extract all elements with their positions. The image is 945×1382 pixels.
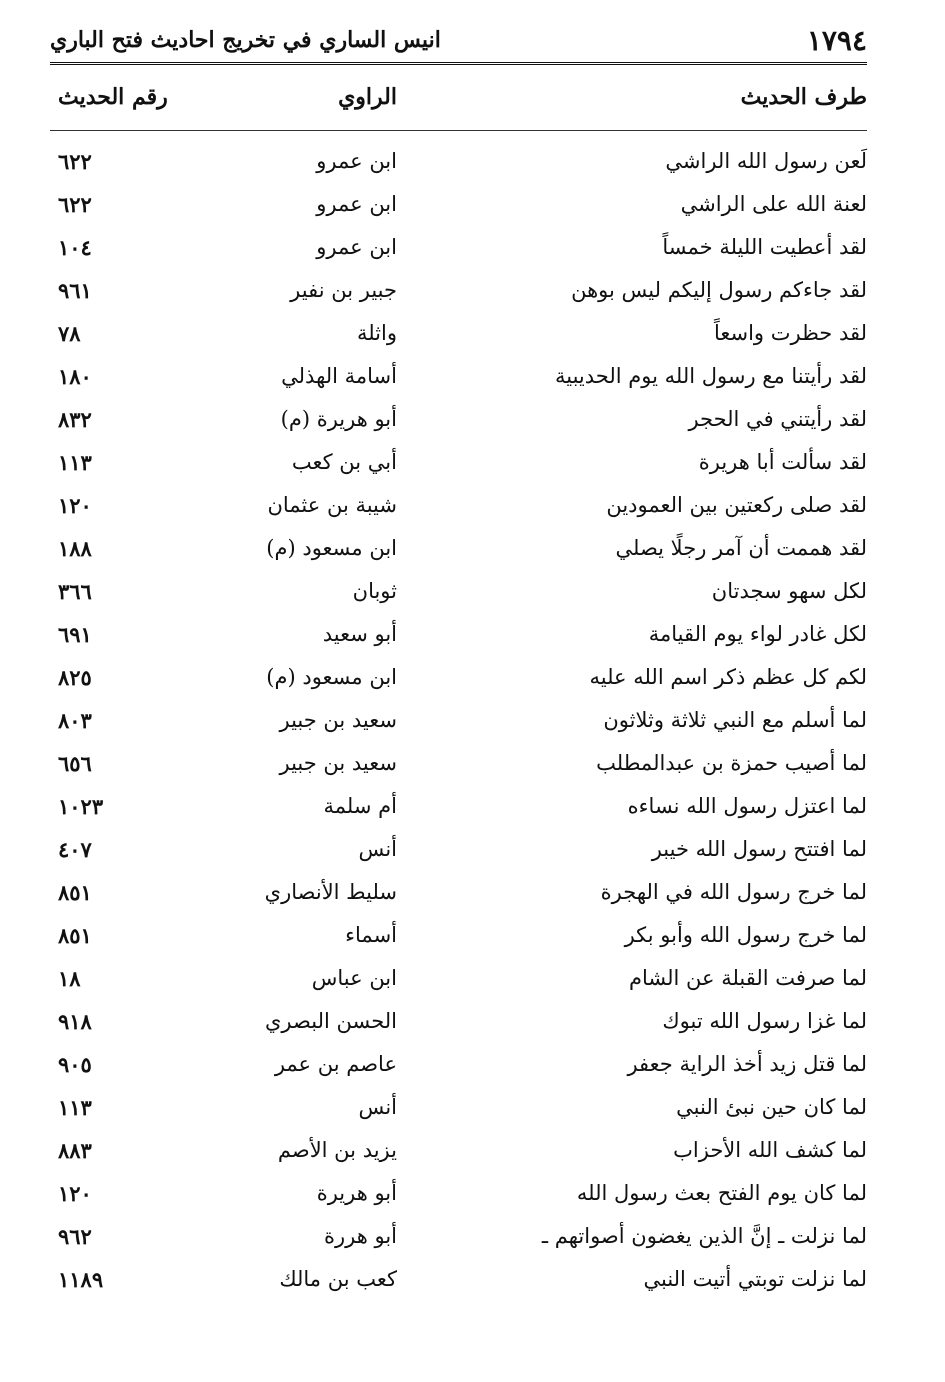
narrator: ثوبان — [352, 579, 397, 603]
narrator: أبو هررة — [323, 1224, 397, 1248]
hadith-number: ١٠٤ — [58, 235, 92, 260]
narrator: أبو هريرة — [316, 1181, 397, 1205]
table-row — [50, 1172, 867, 1215]
table-row — [50, 914, 867, 957]
narrator: أبو سعيد — [322, 622, 397, 646]
hadith-number: ٤٠٧ — [58, 837, 92, 862]
hadith-incipit: لقد حظرت واسعاً — [713, 321, 867, 345]
hadith-incipit: لما خرج رسول الله وأبو بكر — [624, 923, 867, 947]
hadith-number: ٦٩١ — [58, 622, 92, 647]
narrator: جبير بن نفير — [290, 278, 397, 302]
hadith-number: ٩٠٥ — [58, 1052, 92, 1077]
hadith-number: ١٨ — [58, 966, 81, 991]
hadith-incipit: لقد سألت أبا هريرة — [698, 450, 867, 474]
table-row — [50, 828, 867, 871]
narrator: أم سلمة — [323, 794, 397, 818]
table-row — [50, 441, 867, 484]
table-row — [50, 183, 867, 226]
hadith-number: ١١٣ — [58, 450, 92, 475]
hadith-number: ١٨٠ — [58, 364, 92, 389]
hadith-number: ١٢٠ — [58, 1181, 92, 1206]
hadith-number: ٧٨ — [58, 321, 81, 346]
hadith-number: ١٠٢٣ — [58, 794, 104, 819]
hadith-incipit: لما افتتح رسول الله خيبر — [651, 837, 867, 861]
narrator: أبي بن كعب — [291, 450, 397, 474]
hadith-incipit: لقد هممت أن آمر رجلًا يصلي — [615, 536, 867, 560]
column-header-narrator: الراوي — [338, 84, 397, 110]
book-title: انيس الساري في تخريج احاديث فتح الباري — [50, 27, 441, 53]
hadith-number: ٦٢٢ — [58, 149, 92, 174]
hadith-number: ٩٦٢ — [58, 1224, 92, 1249]
table-row — [50, 785, 867, 828]
hadith-number: ١١٣ — [58, 1095, 92, 1120]
table-row — [50, 1086, 867, 1129]
hadith-incipit: لَعن رسول الله الراشي — [665, 149, 867, 173]
narrator: واثلة — [356, 321, 397, 345]
narrator: سليط الأنصاري — [264, 880, 397, 904]
narrator: أنس — [358, 837, 397, 861]
table-row — [50, 355, 867, 398]
table-row — [50, 613, 867, 656]
narrator: ابن مسعود (م) — [266, 665, 397, 689]
hadith-incipit: لقد صلى ركعتين بين العمودين — [606, 493, 867, 517]
header-rule — [50, 62, 867, 65]
hadith-index-table — [50, 140, 867, 1301]
table-row — [50, 484, 867, 527]
hadith-incipit: لما أصيب حمزة بن عبدالمطلب — [596, 751, 867, 775]
hadith-incipit: لما خرج رسول الله في الهجرة — [600, 880, 867, 904]
hadith-incipit: لقد رأيتنا مع رسول الله يوم الحديبية — [555, 364, 867, 388]
hadith-number: ٨٣٢ — [58, 407, 92, 432]
hadith-incipit: لما نزلت توبتي أتيت النبي — [643, 1267, 867, 1291]
table-row — [50, 957, 867, 1000]
table-row — [50, 1043, 867, 1086]
hadith-number: ٦٢٢ — [58, 192, 92, 217]
hadith-number: ٨٠٣ — [58, 708, 92, 733]
hadith-incipit: لما كشف الله الأحزاب — [673, 1138, 867, 1162]
column-header-number: رقم الحديث — [58, 84, 168, 110]
table-row — [50, 1129, 867, 1172]
narrator: ابن مسعود (م) — [266, 536, 397, 560]
column-headers — [50, 84, 867, 120]
table-row — [50, 226, 867, 269]
hadith-number: ١٨٨ — [58, 536, 92, 561]
hadith-incipit: لكل سهو سجدتان — [711, 579, 867, 603]
narrator: يزيد بن الأصم — [277, 1138, 397, 1162]
hadith-number: ١٢٠ — [58, 493, 92, 518]
hadith-incipit: لقد رأيتني في الحجر — [688, 407, 867, 431]
hadith-incipit: لقد جاءكم رسول إليكم ليس بوهن — [571, 278, 867, 302]
table-row — [50, 699, 867, 742]
table-row — [50, 871, 867, 914]
table-row — [50, 140, 867, 183]
narrator: كعب بن مالك — [279, 1267, 397, 1291]
narrator: ابن عمرو — [316, 192, 397, 216]
hadith-incipit: لما اعتزل رسول الله نساءه — [627, 794, 867, 818]
hadith-incipit: لما قتل زيد أخذ الراية جعفر — [627, 1052, 867, 1076]
table-row — [50, 742, 867, 785]
hadith-number: ٨٢٥ — [58, 665, 92, 690]
hadith-number: ٦٥٦ — [58, 751, 92, 776]
narrator: شيبة بن عثمان — [267, 493, 397, 517]
hadith-incipit: لعنة الله على الراشي — [680, 192, 867, 216]
hadith-incipit: لما كان يوم الفتح بعث رسول الله — [576, 1181, 867, 1205]
table-row — [50, 1000, 867, 1043]
narrator: ابن عمرو — [316, 149, 397, 173]
hadith-number: ٨٨٣ — [58, 1138, 92, 1163]
running-head — [50, 20, 867, 60]
column-header-rule — [50, 130, 867, 131]
narrator: عاصم بن عمر — [274, 1052, 397, 1076]
narrator: أنس — [358, 1095, 397, 1119]
table-row — [50, 1215, 867, 1258]
narrator: ابن عمرو — [316, 235, 397, 259]
table-row — [50, 527, 867, 570]
table-row — [50, 570, 867, 613]
narrator: الحسن البصري — [265, 1009, 397, 1033]
hadith-incipit: لما أسلم مع النبي ثلاثة وثلاثون — [603, 708, 867, 732]
narrator: ابن عباس — [311, 966, 397, 990]
hadith-incipit: لقد أعطيت الليلة خمساً — [662, 235, 867, 259]
hadith-number: ٩٦١ — [58, 278, 92, 303]
column-header-hadith: طرف الحديث — [740, 84, 867, 110]
narrator: سعيد بن جبير — [279, 751, 397, 775]
narrator: أسماء — [345, 923, 397, 947]
hadith-incipit: لما كان حين نبئ النبي — [676, 1095, 867, 1119]
page-number: ١٧٩٤ — [806, 23, 867, 57]
hadith-incipit: لما صرفت القبلة عن الشام — [628, 966, 867, 990]
narrator: سعيد بن جبير — [279, 708, 397, 732]
table-row — [50, 656, 867, 699]
hadith-incipit: لكم كل عظم ذكر اسم الله عليه — [589, 665, 867, 689]
hadith-number: ٨٥١ — [58, 923, 92, 948]
narrator: أبو هريرة (م) — [280, 407, 397, 431]
hadith-number: ١١٨٩ — [58, 1267, 104, 1292]
narrator: أسامة الهذلي — [281, 364, 397, 388]
table-row — [50, 1258, 867, 1301]
hadith-incipit: لما غزا رسول الله تبوك — [662, 1009, 867, 1033]
hadith-incipit: لكل غادر لواء يوم القيامة — [648, 622, 867, 646]
table-row — [50, 398, 867, 441]
table-row — [50, 269, 867, 312]
hadith-number: ٩١٨ — [58, 1009, 92, 1034]
hadith-number: ٣٦٦ — [58, 579, 92, 604]
table-row — [50, 312, 867, 355]
hadith-incipit: لما نزلت ـ إنَّ الذين يغضون أصواتهم ـ — [541, 1224, 867, 1248]
hadith-number: ٨٥١ — [58, 880, 92, 905]
